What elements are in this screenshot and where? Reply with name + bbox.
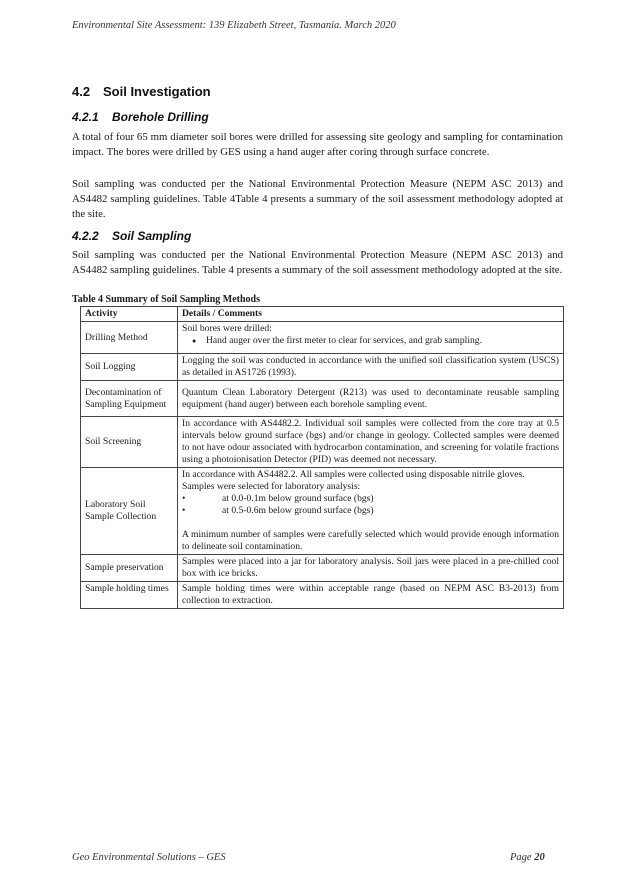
- bullet-text: Hand auger over the first meter to clear for services, and grab sampling.: [206, 335, 482, 346]
- details-cell: Samples were placed into a jar for laboratory analysis. Soil jars were placed in a pre-chilled cool box with ice bricks.: [178, 555, 564, 582]
- table-row: [81, 468, 564, 555]
- details-cell: Quantum Clean Laboratory Detergent (R213) was used to decontaminate reusable sampling equipment (hand auger) between each borehole sampling event.: [178, 381, 564, 417]
- details-bullet: [182, 493, 559, 505]
- page-number: 20: [534, 852, 545, 863]
- column-header-details: Details / Comments: [178, 307, 564, 322]
- table-caption: Table 4 Summary of Soil Sampling Methods: [72, 294, 260, 305]
- activity-cell: Decontamination of Sampling Equipment: [81, 381, 178, 417]
- section-title: Soil Investigation: [103, 84, 211, 99]
- bullet-text: at 0.0-0.1m below ground surface (bgs): [222, 493, 374, 504]
- activity-cell: Sample preservation: [81, 555, 178, 582]
- subsection-number: 4.2.1: [72, 110, 99, 124]
- drilling-paragraph-1: A total of four 65 mm diameter soil bores were drilled for assessing site geology and sampling for contamination impact. The bores were drilled by GES using a hand auger after coring through surface concrete.: [72, 131, 563, 158]
- details-line: In accordance with AS4482.2. All samples were collected using disposable nitrile gloves.: [182, 469, 525, 480]
- bullet-icon: ●: [192, 337, 197, 345]
- table-row: [81, 322, 564, 354]
- table-row: [81, 417, 564, 468]
- page-label: Page: [510, 852, 532, 863]
- table-row: [81, 582, 564, 609]
- drilling-paragraph-2: Soil sampling was conducted per the National Environmental Protection Measure (NEPM ASC 2013) and AS4482 sampling guidelines. Table 4Table 4 presents a summary of the soil assessment methodology adopted at the site.: [72, 178, 563, 220]
- details-bullet: [182, 335, 559, 347]
- bullet-icon: •: [182, 493, 186, 504]
- footer-company: Geo Environmental Solutions – GES: [72, 852, 226, 863]
- section-number: 4.2: [72, 84, 91, 99]
- activity-cell: Laboratory Soil Sample Collection: [81, 468, 178, 555]
- table-row: [81, 555, 564, 582]
- details-line: Samples were selected for laboratory analysis:: [182, 481, 361, 492]
- details-line: Soil bores were drilled:: [182, 323, 272, 334]
- soil-sampling-methods-table: [80, 306, 564, 609]
- details-line: A minimum number of samples were carefully selected which would provide enough information to delineate soil contamination.: [182, 529, 559, 552]
- table-row: [81, 354, 564, 381]
- activity-cell: Soil Screening: [81, 417, 178, 468]
- details-bullet: [182, 505, 559, 517]
- activity-cell: Drilling Method: [81, 322, 178, 354]
- bullet-text: at 0.5-0.6m below ground surface (bgs): [222, 505, 374, 516]
- details-cell: [178, 322, 564, 354]
- details-cell: In accordance with AS4482.2. Individual soil samples were collected from the core tray at 0.5 intervals below ground surface (bgs) and/or change in geology. Collected samples were deemed to not have odour associated with hydrocarbon contamination, and screening for volatile fractions using a photoionisation Detector (PID) was deemed not necessary.: [178, 417, 564, 468]
- footer-page-number: [510, 852, 545, 863]
- table-header-row: [81, 307, 564, 322]
- bullet-icon: •: [182, 505, 186, 516]
- running-header: Environmental Site Assessment: 139 Elizabeth Street, Tasmania. March 2020: [72, 20, 396, 31]
- subsection-number: 4.2.2: [72, 229, 99, 243]
- subsection-title: Borehole Drilling: [112, 110, 209, 124]
- section-heading: [72, 84, 211, 99]
- activity-cell: Soil Logging: [81, 354, 178, 381]
- details-cell: [178, 468, 564, 555]
- subsection-heading-sampling: [72, 229, 191, 243]
- details-cell: Logging the soil was conducted in accordance with the unified soil classification system (USCS) as detailed in AS1726 (1993).: [178, 354, 564, 381]
- subsection-title: Soil Sampling: [112, 229, 192, 243]
- subsection-heading-drilling: [72, 110, 209, 124]
- sampling-paragraph: Soil sampling was conducted per the National Environmental Protection Measure (NEPM ASC 2013) and AS4482 sampling guidelines. Table 4 presents a summary of the soil assessment methodology adopted at the site.: [72, 249, 563, 276]
- table-row: [81, 381, 564, 417]
- column-header-activity: Activity: [81, 307, 178, 322]
- details-cell: Sample holding times were within acceptable range (based on NEPM ASC B3-2013) from collection to extraction.: [178, 582, 564, 609]
- activity-cell: Sample holding times: [81, 582, 178, 609]
